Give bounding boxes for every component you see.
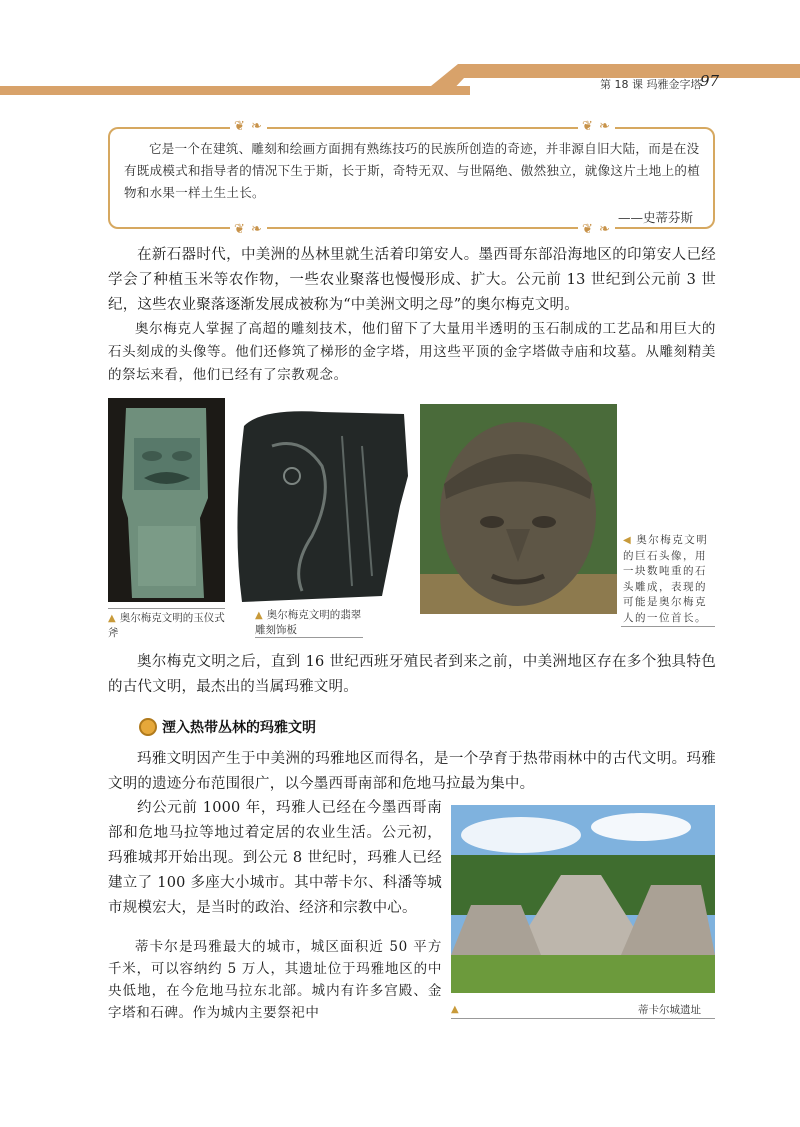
caption-text: 奥尔梅克文明的玉仪式斧: [108, 612, 225, 639]
quote-text: 它是一个在建筑、雕刻和绘画方面拥有熟练技巧的民族所创造的奇迹，并非源自旧大陆，而是在没有既成模式和指导者的情况下生于斯，长于斯，奇特无双、与世隔绝、傲然独立，就像这片土地上的植物和水果一样土生土长。: [124, 141, 701, 200]
caption-rule: [621, 626, 715, 627]
paragraph: 玛雅文明因产生于中美洲的玛雅地区而得名，是一个孕育于热带雨林中的古代文明。玛雅文明的遗迹分布范围很广，以今墨西哥南部和危地马拉最为集中。: [108, 751, 716, 792]
triangle-marker-icon: ◀: [623, 535, 633, 546]
triangle-marker-icon: ▲: [108, 613, 116, 624]
ornament-icon: ❦ ❧: [230, 222, 267, 237]
caption-rule: [451, 1018, 715, 1019]
header-slant: [420, 64, 480, 95]
quote-author: ——史蒂芬斯: [618, 210, 694, 225]
paragraph: 在新石器时代，中美洲的丛林里就生活着印第安人。墨西哥东部沿海地区的印第安人已经学会了种植玉米等农作物，一些农业聚落也慢慢形成、扩大。公元前 13 世纪到公元前 3 世纪，这些农业聚落逐渐发展成被称为“中美洲文明之母”的奥尔梅克文明。: [108, 247, 716, 313]
triangle-marker-icon: ▲: [255, 610, 263, 621]
lesson-title: 第 18 课 玛雅金字塔: [600, 78, 702, 91]
page-number: 97: [700, 72, 720, 90]
paragraph: 约公元前 1000 年，玛雅人已经在今墨西哥南部和危地马拉等地过着定居的农业生活。公元初，玛雅城邦开始出现。到公元 8 世纪时，玛雅人已经建立了 100 多座大小城市。其中蒂卡尔、科潘等城市规模宏大，是当时的政治、经济和宗教中心。: [108, 800, 442, 916]
caption-text: 奥尔梅克文明的巨石头像，用一块数吨重的石头雕成，表现的可能是奥尔梅克人的一位首长。: [623, 534, 709, 624]
caption-plaque: [255, 608, 365, 638]
ornament-icon: ❦ ❧: [230, 119, 267, 134]
caption-text: 奥尔梅克文明的翡翠雕刻饰板: [255, 609, 362, 636]
caption-axe: [108, 611, 225, 641]
caption-tikal: 蒂卡尔城遗址: [638, 1004, 701, 1016]
jade-axe-image: [108, 398, 225, 602]
jade-plaque-image: [232, 406, 412, 606]
caption-head: [623, 533, 715, 626]
section-badge-icon: [139, 718, 157, 736]
ornament-icon: ❦ ❧: [578, 222, 615, 237]
paragraph: 奥尔梅克人掌握了高超的雕刻技术，他们留下了大量用半透明的玉石制成的工艺品和用巨大的石头刻成的头像等。他们还修筑了梯形的金字塔，用这些平顶的金字塔做寺庙和坟墓。从雕刻精美的祭坛来看，他们已经有了宗教观念。: [108, 321, 716, 383]
paragraph: 奥尔梅克文明之后，直到 16 世纪西班牙殖民者到来之前，中美洲地区存在多个独具特色的古代文明，最杰出的当属玛雅文明。: [108, 654, 716, 695]
section-title: 湮入热带丛林的玛雅文明: [162, 720, 316, 736]
caption-marker: [451, 1002, 463, 1017]
ornament-icon: ❦ ❧: [578, 119, 615, 134]
paragraph: 蒂卡尔是玛雅最大的城市，城区面积近 50 平方千米，可以容纳约 5 万人，其遗址位于玛雅地区的中央低地，在今危地马拉东北部。城内有许多宫殿、金字塔和石碑。作为城内主要祭祀中: [108, 939, 442, 1021]
tikal-ruins-image: [451, 805, 715, 993]
colossal-head-image: [420, 404, 617, 614]
triangle-marker-icon: ▲: [451, 1004, 459, 1015]
caption-rule: [108, 608, 225, 609]
header-rule-left: [0, 86, 470, 95]
